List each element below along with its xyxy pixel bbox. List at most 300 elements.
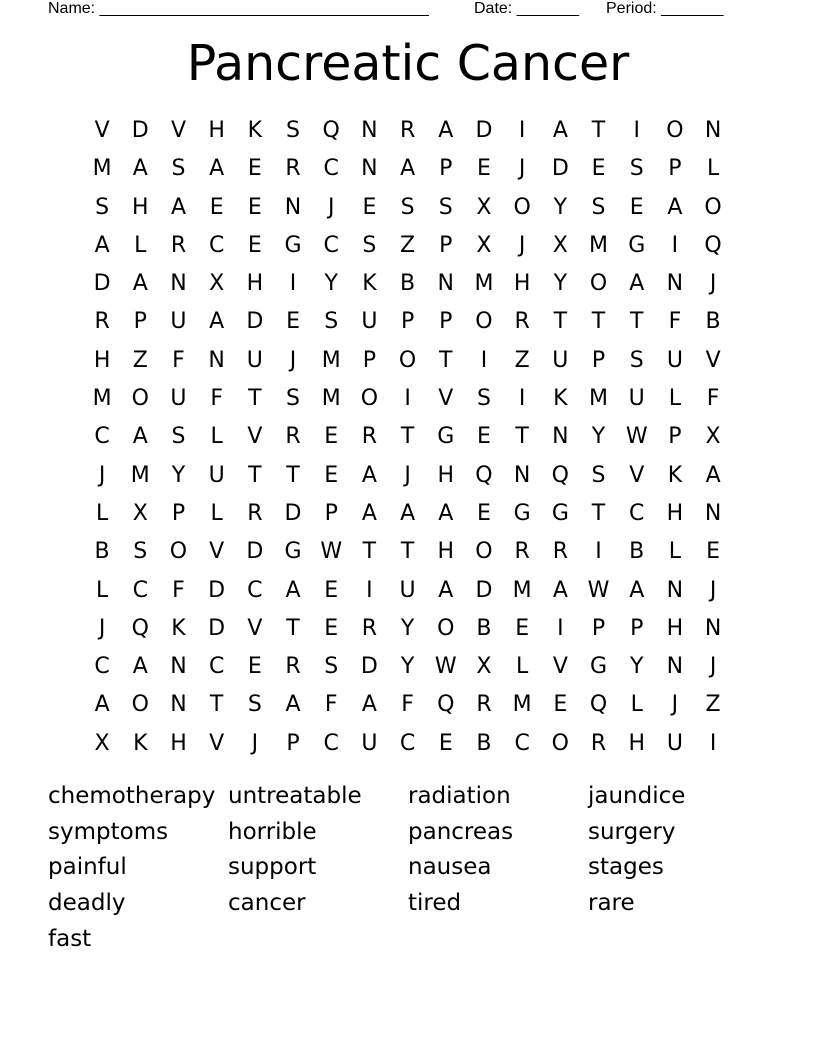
grid-letter: X <box>94 730 110 756</box>
grid-letter: J <box>709 271 717 297</box>
grid-letter: R <box>590 730 607 756</box>
grid-letter: F <box>210 386 223 412</box>
grid-letter: E <box>591 156 606 182</box>
grid-letter: M <box>512 692 532 718</box>
grid-letter: B <box>705 309 721 335</box>
grid-letter: A <box>438 118 454 143</box>
grid-letter: L <box>706 156 720 182</box>
grid-letter: S <box>133 539 148 565</box>
grid-letter: A <box>132 156 148 182</box>
grid-letter: E <box>629 194 644 220</box>
grid-letter: L <box>516 654 529 680</box>
grid-letter: E <box>438 730 453 756</box>
grid-letter: H <box>513 271 531 297</box>
grid-letter: I <box>595 539 602 565</box>
grid-letter: N <box>666 271 684 297</box>
grid-letter: P <box>591 615 606 641</box>
grid-letter: F <box>324 692 338 718</box>
name-field: Name: _____________________________________ <box>48 0 429 17</box>
grid-letter: I <box>480 347 488 373</box>
grid-letter: D <box>93 271 111 297</box>
grid-letter: V <box>247 615 263 641</box>
grid-letter: S <box>95 194 110 220</box>
grid-letter: J <box>518 156 526 182</box>
grid-letter: L <box>668 386 682 412</box>
grid-letter: I <box>633 118 640 143</box>
grid-letter: J <box>709 654 717 680</box>
grid-letter: P <box>324 500 338 526</box>
grid-letter: H <box>666 500 684 526</box>
grid-letter: U <box>361 309 378 335</box>
grid-letter: S <box>247 692 262 718</box>
grid-letter: D <box>284 500 302 526</box>
grid-letter: E <box>286 309 300 335</box>
grid-letter: S <box>286 386 301 412</box>
grid-letter: M <box>321 347 341 373</box>
grid-letter: C <box>323 730 339 756</box>
grid-letter: O <box>666 118 684 143</box>
grid-letter: H <box>208 118 225 143</box>
grid-letter: A <box>132 271 148 297</box>
grid-letter: I <box>404 386 411 412</box>
grid-letter: P <box>630 615 644 641</box>
grid-letter: R <box>170 232 187 258</box>
grid-letter: E <box>515 615 530 641</box>
grid-letter: M <box>321 386 341 412</box>
grid-letter: L <box>95 500 109 526</box>
grid-letter: Q <box>437 692 455 718</box>
grid-letter: G <box>551 500 569 526</box>
grid-letter: A <box>400 500 416 526</box>
grid-letter: T <box>362 539 377 565</box>
grid-letter: U <box>399 577 416 603</box>
grid-letter: E <box>209 194 224 220</box>
grid-letter: V <box>170 118 186 143</box>
grid-letter: N <box>170 692 187 718</box>
grid-letter: E <box>324 577 339 603</box>
grid-letter: J <box>327 194 335 220</box>
grid-letter: Y <box>629 654 644 680</box>
grid-letter: M <box>512 577 532 603</box>
grid-letter: P <box>286 730 300 756</box>
word-list-item: horrible <box>228 818 317 845</box>
grid-letter: M <box>130 462 150 488</box>
grid-letter: E <box>247 232 262 258</box>
grid-letter: T <box>209 692 224 718</box>
grid-letter: S <box>476 386 491 412</box>
grid-letter: A <box>94 232 110 258</box>
grid-letter: S <box>400 194 415 220</box>
grid-letter: N <box>704 615 722 641</box>
grid-letter: W <box>625 424 648 450</box>
grid-letter: P <box>439 309 453 335</box>
grid-letter: T <box>591 118 606 143</box>
grid-letter: W <box>587 577 610 603</box>
grid-letter: A <box>552 577 568 603</box>
grid-letter: X <box>476 232 492 258</box>
grid-letter: J <box>671 692 679 718</box>
grid-letter: W <box>320 539 343 565</box>
grid-letter: G <box>513 500 531 526</box>
grid-letter: I <box>289 271 297 297</box>
grid-letter: A <box>209 309 225 335</box>
grid-letter: Q <box>475 462 493 488</box>
grid-letter: S <box>171 424 186 450</box>
header-fields <box>48 0 738 20</box>
grid-letter: D <box>551 156 569 182</box>
grid-letter: C <box>629 500 645 526</box>
grid-letter: N <box>208 347 225 373</box>
grid-letter: I <box>518 118 526 143</box>
grid-letter: A <box>438 577 454 603</box>
word-list-item: pancreas <box>408 818 514 845</box>
grid-letter: T <box>286 615 300 641</box>
grid-letter: C <box>94 654 110 680</box>
grid-letter: D <box>246 539 264 565</box>
grid-letter: R <box>285 654 301 680</box>
grid-letter: K <box>362 271 377 297</box>
grid-letter: S <box>171 156 186 182</box>
grid-letter: S <box>591 462 606 488</box>
grid-letter: V <box>209 539 225 565</box>
grid-letter: E <box>247 194 262 220</box>
grid-letter: P <box>171 500 186 526</box>
grid-letter: A <box>94 692 110 718</box>
grid-letter: D <box>208 615 226 641</box>
page-title: Pancreatic Cancer <box>186 35 630 92</box>
grid-letter: N <box>552 424 569 450</box>
word-list-item: chemotherapy <box>48 783 216 809</box>
grid-letter: K <box>667 462 683 488</box>
grid-letter: I <box>518 386 526 412</box>
grid-letter: X <box>476 194 492 220</box>
grid-letter: V <box>705 347 721 373</box>
grid-letter: C <box>323 156 339 182</box>
grid-letter: H <box>93 347 111 373</box>
grid-letter: E <box>324 424 339 450</box>
grid-letter: K <box>133 730 148 756</box>
grid-letter: O <box>589 271 608 297</box>
grid-letter: Z <box>514 347 530 373</box>
grid-letter: R <box>285 156 301 182</box>
grid-letter: M <box>92 156 112 182</box>
grid-letter: A <box>170 194 186 220</box>
grid-letter: C <box>94 424 110 450</box>
word-list-item: deadly <box>48 890 126 917</box>
grid-letter: E <box>362 194 377 220</box>
grid-letter: B <box>476 615 492 641</box>
grid-letter: C <box>208 232 225 258</box>
grid-letter: T <box>591 309 606 335</box>
grid-letter: X <box>209 271 225 297</box>
word-list-item: symptoms <box>48 818 169 845</box>
grid-letter: A <box>285 692 301 718</box>
word-list <box>48 779 768 957</box>
grid-letter: O <box>131 692 149 718</box>
word-list-item: rare <box>588 890 635 917</box>
grid-letter: R <box>361 424 378 450</box>
grid-letter: E <box>553 692 568 718</box>
grid-letter: M <box>589 232 609 258</box>
grid-letter: P <box>591 347 606 373</box>
grid-letter: E <box>324 462 339 488</box>
grid-letter: S <box>324 309 339 335</box>
grid-letter: F <box>706 386 720 412</box>
grid-letter: Q <box>131 615 149 641</box>
grid-letter: N <box>704 500 722 526</box>
grid-letter: U <box>208 462 225 488</box>
grid-letter: J <box>709 577 717 603</box>
grid-letter: O <box>131 386 149 412</box>
grid-letter: R <box>399 118 416 143</box>
grid-letter: D <box>246 309 264 335</box>
word-list-item: tired <box>408 890 462 917</box>
grid-letter: T <box>400 424 415 450</box>
grid-letter: E <box>706 539 721 565</box>
grid-letter: N <box>361 118 378 143</box>
period-field: Period: _______ <box>606 0 724 17</box>
grid-letter: R <box>94 309 110 335</box>
grid-letter: O <box>475 309 493 335</box>
grid-letter: A <box>132 654 148 680</box>
grid-letter: Z <box>705 692 721 718</box>
grid-letter: V <box>552 654 568 680</box>
grid-letter: N <box>170 654 187 680</box>
grid-letter: F <box>668 309 682 335</box>
grid-letter: L <box>134 232 147 258</box>
word-list-item: support <box>228 854 317 881</box>
grid-letter: G <box>628 232 646 258</box>
grid-letter: Y <box>400 654 415 680</box>
grid-letter: A <box>285 577 301 603</box>
word-list-item: painful <box>48 854 127 881</box>
grid-letter: N <box>170 271 187 297</box>
grid-letter: B <box>476 730 492 756</box>
grid-letter: E <box>247 156 262 182</box>
word-list-item: surgery <box>588 818 676 845</box>
grid-letter: O <box>551 730 569 756</box>
grid-letter: U <box>170 386 187 412</box>
grid-letter: H <box>246 271 264 297</box>
grid-letter: N <box>437 271 455 297</box>
grid-letter: K <box>171 615 186 641</box>
grid-letter: V <box>94 118 110 143</box>
grid-letter: G <box>284 232 302 258</box>
grid-letter: O <box>475 539 493 565</box>
grid-letter: S <box>629 156 644 182</box>
grid-letter: Z <box>132 347 148 373</box>
grid-letter: Y <box>591 424 606 450</box>
grid-letter: S <box>286 118 301 143</box>
grid-letter: A <box>438 500 454 526</box>
grid-letter: L <box>668 539 682 565</box>
word-list-item: cancer <box>228 890 306 917</box>
grid-letter: F <box>172 347 185 373</box>
grid-letter: A <box>667 194 683 220</box>
grid-letter: J <box>251 730 259 756</box>
grid-letter: J <box>404 462 411 488</box>
grid-letter: R <box>476 692 492 718</box>
grid-letter: S <box>591 194 606 220</box>
grid-letter: R <box>552 539 568 565</box>
grid-letter: M <box>589 386 609 412</box>
grid-letter: I <box>671 232 679 258</box>
grid-letter: V <box>247 424 263 450</box>
grid-letter: O <box>169 539 188 565</box>
grid-letter: C <box>247 577 263 603</box>
word-list-item: jaundice <box>588 783 686 809</box>
grid-letter: C <box>514 730 530 756</box>
grid-letter: P <box>362 347 377 373</box>
grid-letter: U <box>552 347 569 373</box>
grid-letter: V <box>209 730 225 756</box>
grid-letter: E <box>324 615 339 641</box>
grid-letter: H <box>437 539 455 565</box>
grid-letter: O <box>437 615 455 641</box>
grid-letter: O <box>704 194 722 220</box>
grid-letter: A <box>629 271 645 297</box>
word-list-item: fast <box>48 925 92 952</box>
word-list-item: radiation <box>408 783 511 809</box>
grid-letter: U <box>246 347 263 373</box>
grid-letter: A <box>361 462 377 488</box>
grid-letter: D <box>475 577 493 603</box>
grid-letter: M <box>474 271 494 297</box>
grid-letter: R <box>514 309 530 335</box>
grid-letter: E <box>477 424 491 450</box>
grid-letter: H <box>437 462 455 488</box>
grid-letter: V <box>438 386 454 412</box>
grid-letter: G <box>437 424 455 450</box>
grid-letter: U <box>361 730 378 756</box>
grid-letter: O <box>513 194 531 220</box>
grid-letter: N <box>666 577 684 603</box>
grid-letter: N <box>704 118 722 143</box>
grid-letter: H <box>132 194 149 220</box>
grid-letter: R <box>285 424 301 450</box>
grid-letter: M <box>92 386 112 412</box>
grid-letter: E <box>477 500 491 526</box>
grid-letter: Q <box>704 232 722 258</box>
grid-letter: P <box>668 424 682 450</box>
grid-letter: F <box>172 577 185 603</box>
grid-letter: C <box>399 730 416 756</box>
grid-letter: I <box>709 730 717 756</box>
grid-letter: H <box>170 730 187 756</box>
grid-letter: S <box>324 654 339 680</box>
grid-letter: N <box>513 462 531 488</box>
grid-letter: B <box>400 271 416 297</box>
grid-letter: C <box>208 654 225 680</box>
grid-letter: Y <box>400 615 415 641</box>
grid-letter: R <box>361 615 378 641</box>
grid-letter: Q <box>551 462 569 488</box>
grid-letter: G <box>284 539 302 565</box>
grid-letter: N <box>284 194 302 220</box>
grid-letter: V <box>629 462 645 488</box>
grid-letter: Y <box>553 194 568 220</box>
grid-letter: Y <box>171 462 186 488</box>
word-list-item: nausea <box>408 854 492 881</box>
grid-letter: Y <box>324 271 338 297</box>
grid-letter: D <box>208 577 226 603</box>
grid-letter: A <box>361 692 377 718</box>
grid-letter: T <box>400 539 415 565</box>
grid-letter: H <box>628 730 645 756</box>
grid-letter: R <box>247 500 263 526</box>
grid-letter: P <box>133 309 147 335</box>
grid-letter: E <box>247 654 262 680</box>
grid-letter: U <box>170 309 187 335</box>
grid-letter: R <box>514 539 530 565</box>
grid-letter: X <box>476 654 492 680</box>
grid-letter: U <box>666 347 683 373</box>
grid-letter: U <box>628 386 645 412</box>
grid-letter: X <box>132 500 148 526</box>
grid-letter: P <box>668 156 682 182</box>
grid-letter: S <box>362 232 377 258</box>
grid-letter: H <box>666 615 684 641</box>
grid-letter: E <box>477 156 491 182</box>
grid-letter: S <box>438 194 453 220</box>
grid-letter: G <box>590 654 608 680</box>
grid-letter: C <box>132 577 148 603</box>
grid-letter: T <box>515 424 529 450</box>
word-list-item: untreatable <box>228 783 362 809</box>
grid-letter: A <box>629 577 645 603</box>
grid-letter: F <box>401 692 414 718</box>
date-field: Date: _______ <box>474 0 579 17</box>
grid-letter: K <box>247 118 263 143</box>
grid-letter: I <box>557 615 564 641</box>
grid-letter: T <box>248 386 262 412</box>
grid-letter: A <box>209 156 225 182</box>
grid-letter: N <box>666 654 684 680</box>
grid-letter: L <box>630 692 643 718</box>
grid-letter: Z <box>400 232 416 258</box>
grid-letter: D <box>475 118 493 143</box>
grid-letter: L <box>210 424 223 450</box>
grid-letter: T <box>439 347 453 373</box>
grid-letter: X <box>705 424 721 450</box>
grid-letter: Y <box>553 271 568 297</box>
grid-letter: W <box>434 654 457 680</box>
grid-letter: A <box>552 118 568 143</box>
grid-letter: T <box>629 309 644 335</box>
grid-letter: A <box>705 462 721 488</box>
grid-letter: X <box>552 232 568 258</box>
grid-letter: S <box>629 347 644 373</box>
grid-letter: T <box>286 462 300 488</box>
grid-letter: J <box>518 232 526 258</box>
grid-letter: D <box>360 654 378 680</box>
grid-letter: J <box>289 347 297 373</box>
grid-letter: I <box>366 577 373 603</box>
grid-letter: B <box>94 539 110 565</box>
grid-letter: O <box>360 386 379 412</box>
grid-letter: A <box>132 424 148 450</box>
grid-letter: T <box>553 309 568 335</box>
grid-letter: T <box>248 462 262 488</box>
grid-letter: J <box>98 462 106 488</box>
grid-letter: J <box>98 615 106 641</box>
grid-letter: D <box>131 118 149 143</box>
grid-letter: N <box>361 156 378 182</box>
grid-letter: P <box>439 232 453 258</box>
grid-letter: U <box>666 730 683 756</box>
grid-letter: A <box>400 156 416 182</box>
grid-letter: L <box>210 500 223 526</box>
